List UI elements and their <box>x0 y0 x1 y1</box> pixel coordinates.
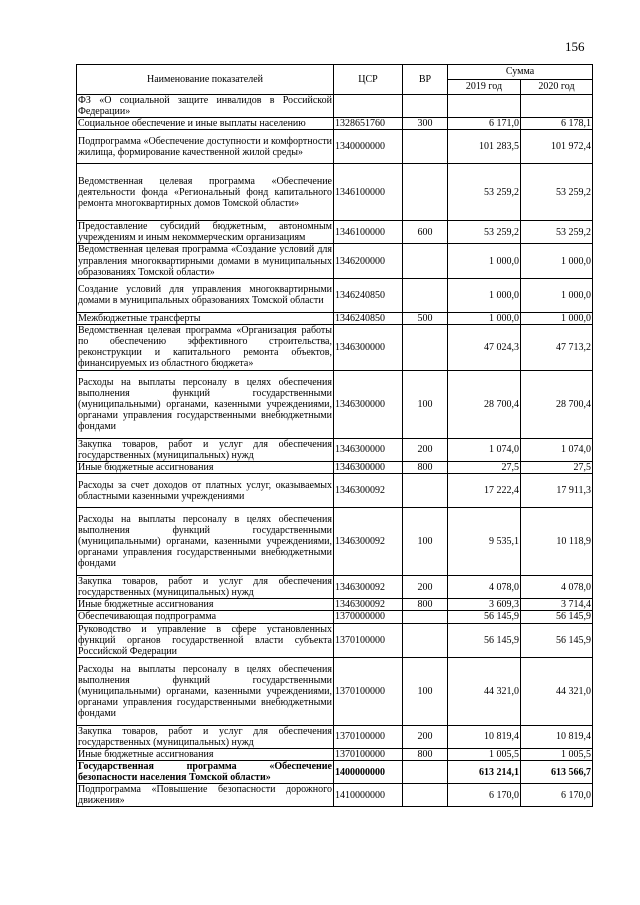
row-value-2020: 1 000,0 <box>521 278 593 312</box>
row-value-2019: 1 005,5 <box>448 748 521 760</box>
row-value-2019 <box>448 95 521 118</box>
row-value-2019: 4 078,0 <box>448 576 521 599</box>
row-value-2019: 56 145,9 <box>448 623 521 657</box>
header-vr: ВР <box>403 65 448 95</box>
row-name: Социальное обеспечение и иные выплаты населению <box>77 118 334 130</box>
row-value-2019: 613 214,1 <box>448 761 521 784</box>
row-value-2019: 10 819,4 <box>448 725 521 748</box>
row-csr: 1346300000 <box>334 370 403 438</box>
table-row <box>77 118 593 130</box>
header-sum: Сумма <box>448 65 593 80</box>
row-csr: 1370100000 <box>334 725 403 748</box>
table-row <box>77 599 593 611</box>
row-name: Подпрограмма «Повышение безопасности дорожного движения» <box>78 784 332 807</box>
row-value-2019: 27,5 <box>448 462 521 474</box>
table-row <box>77 761 593 784</box>
row-value-2020: 1 074,0 <box>521 438 593 461</box>
row-csr <box>334 95 403 118</box>
row-name: Расходы на выплаты персоналу в целях обеспечения выполнения функций государственными (муниципальными) органами, казенными учреждениями, органами управления государственными внебюджетными фондами <box>77 508 334 576</box>
row-value-2019: 1 074,0 <box>448 438 521 461</box>
row-vr: 600 <box>403 221 448 244</box>
row-name: Расходы за счет доходов от платных услуг, оказываемых областными казенными учреждениями <box>77 474 334 508</box>
table-row <box>77 784 593 807</box>
row-value-2019: 1 000,0 <box>448 278 521 312</box>
row-value-2020: 101 972,4 <box>521 130 593 164</box>
row-vr: 300 <box>403 118 448 130</box>
row-vr <box>403 95 448 118</box>
row-csr: 1346100000 <box>334 221 403 244</box>
row-value-2019: 47 024,3 <box>448 324 521 370</box>
row-value-2020: 10 118,9 <box>521 508 593 576</box>
table-row <box>77 95 593 118</box>
row-name: Межбюджетные трансферты <box>77 312 334 324</box>
row-name: Иные бюджетные ассигнования <box>77 748 334 760</box>
row-name: Государственная программа «Обеспечение безопасности населения Томской области» <box>78 761 332 784</box>
row-csr: 1400000000 <box>334 761 403 784</box>
row-name: Подпрограмма «Обеспечение доступности и комфортности жилища, формирование качественной жилой среды» <box>77 130 334 164</box>
row-csr: 1346100000 <box>334 164 403 221</box>
row-name: Расходы на выплаты персоналу в целях обеспечения выполнения функций государственными (муниципальными) органами, казенными учреждениями, органами управления государственными внебюджетными фондами <box>77 657 334 725</box>
row-vr: 200 <box>403 438 448 461</box>
row-csr: 1346300092 <box>334 576 403 599</box>
row-value-2019: 56 145,9 <box>448 611 521 623</box>
row-name: Создание условий для управления многоквартирными домами в муниципальных образованиях Томской области <box>77 278 334 312</box>
row-csr: 1370100000 <box>334 623 403 657</box>
row-value-2019: 1 000,0 <box>448 244 521 278</box>
table-row <box>77 312 593 324</box>
row-value-2020: 53 259,2 <box>521 221 593 244</box>
table-row <box>77 438 593 461</box>
row-name: Закупка товаров, работ и услуг для обеспечения государственных (муниципальных) нужд <box>78 438 332 461</box>
table-row <box>77 657 593 725</box>
row-vr <box>403 324 448 370</box>
table-row <box>77 462 593 474</box>
row-vr: 500 <box>403 312 448 324</box>
row-value-2020: 56 145,9 <box>521 623 593 657</box>
row-value-2020: 4 078,0 <box>521 576 593 599</box>
row-vr <box>403 611 448 623</box>
row-value-2020: 47 713,2 <box>521 324 593 370</box>
row-vr <box>403 278 448 312</box>
row-csr: 1346240850 <box>334 278 403 312</box>
row-csr: 1410000000 <box>334 784 403 807</box>
row-csr: 1346300000 <box>334 462 403 474</box>
row-name: ФЗ «О социальной защите инвалидов в Российской Федерации» <box>78 95 332 118</box>
row-value-2020: 1 005,5 <box>521 748 593 760</box>
row-name: Расходы на выплаты персоналу в целях обеспечения выполнения функций государственными (муниципальными) органами, казенными учреждениями, органами управления государственными внебюджетными фондами <box>77 370 334 438</box>
table-row <box>77 576 593 599</box>
row-name: Закупка товаров, работ и услуг для обеспечения государственных (муниципальных) нужд <box>78 725 332 748</box>
row-vr: 800 <box>403 462 448 474</box>
page-number: 156 <box>565 39 585 54</box>
row-value-2020: 1 000,0 <box>521 244 593 278</box>
row-value-2019: 53 259,2 <box>448 164 521 221</box>
row-vr <box>403 784 448 807</box>
row-value-2020: 6 170,0 <box>521 784 593 807</box>
table-row <box>77 508 593 576</box>
row-csr: 1346300092 <box>334 508 403 576</box>
table-row <box>77 130 593 164</box>
row-vr <box>403 474 448 508</box>
row-value-2020: 3 714,4 <box>521 599 593 611</box>
row-value-2020: 56 145,9 <box>521 611 593 623</box>
row-csr: 1340000000 <box>334 130 403 164</box>
table-row <box>77 244 593 278</box>
row-vr <box>403 244 448 278</box>
table-row <box>77 725 593 748</box>
row-value-2020: 53 259,2 <box>521 164 593 221</box>
row-name: Иные бюджетные ассигнования <box>77 599 334 611</box>
header-year-2020: 2020 год <box>521 80 593 95</box>
row-csr: 1346300000 <box>334 324 403 370</box>
row-csr: 1346300000 <box>334 438 403 461</box>
row-vr <box>403 164 448 221</box>
row-vr: 800 <box>403 748 448 760</box>
row-vr <box>403 761 448 784</box>
row-vr: 100 <box>403 657 448 725</box>
row-name: Руководство и управление в сфере установленных функций органов государственной власти субъекта Российской Федерации <box>78 623 332 657</box>
row-name: Ведомственная целевая программа «Создание условий для управления многоквартирными домами в муниципальных образованиях Томской области» <box>78 244 332 278</box>
table-row <box>77 370 593 438</box>
table-row <box>77 611 593 623</box>
row-csr: 1346200000 <box>334 244 403 278</box>
row-name: Иные бюджетные ассигнования <box>77 462 334 474</box>
row-value-2019: 6 170,0 <box>448 784 521 807</box>
row-value-2019: 101 283,5 <box>448 130 521 164</box>
row-value-2020: 613 566,7 <box>521 761 593 784</box>
table-row <box>77 474 593 508</box>
row-name: Закупка товаров, работ и услуг для обеспечения государственных (муниципальных) нужд <box>78 576 332 599</box>
row-csr: 1370000000 <box>334 611 403 623</box>
row-value-2019: 53 259,2 <box>448 221 521 244</box>
row-value-2019: 1 000,0 <box>448 312 521 324</box>
table-row <box>77 221 593 244</box>
budget-table <box>76 64 593 807</box>
row-vr: 200 <box>403 576 448 599</box>
header-year-2019: 2019 год <box>448 80 521 95</box>
row-value-2020 <box>521 95 593 118</box>
row-name: Предоставление субсидий бюджетным, автономным учреждениям и иным некоммерческим организациям <box>78 221 332 244</box>
row-name: Ведомственная целевая программа «Организация работы по обеспечению эффективного строительства, реконструкции и капитального ремонта объектов, финансируемых из областного бюджета» <box>78 325 332 370</box>
table-row <box>77 278 593 312</box>
row-value-2020: 10 819,4 <box>521 725 593 748</box>
row-name: Обеспечивающая подпрограмма <box>77 611 334 623</box>
row-csr: 1346300092 <box>334 599 403 611</box>
row-value-2019: 17 222,4 <box>448 474 521 508</box>
row-value-2020: 27,5 <box>521 462 593 474</box>
row-value-2019: 9 535,1 <box>448 508 521 576</box>
table-row <box>77 623 593 657</box>
row-name: Ведомственная целевая программа «Обеспечение деятельности фонда «Региональный фонд капитального ремонта многоквартирных домов Томской области» <box>77 164 334 221</box>
row-csr: 1370100000 <box>334 748 403 760</box>
row-value-2020: 1 000,0 <box>521 312 593 324</box>
row-value-2019: 28 700,4 <box>448 370 521 438</box>
row-csr: 1370100000 <box>334 657 403 725</box>
row-vr: 100 <box>403 370 448 438</box>
row-value-2020: 17 911,3 <box>521 474 593 508</box>
row-csr: 1346300092 <box>334 474 403 508</box>
row-value-2020: 44 321,0 <box>521 657 593 725</box>
row-value-2019: 6 171,0 <box>448 118 521 130</box>
row-vr <box>403 130 448 164</box>
row-csr: 1346240850 <box>334 312 403 324</box>
row-vr: 800 <box>403 599 448 611</box>
header-csr: ЦСР <box>334 65 403 95</box>
row-value-2019: 3 609,3 <box>448 599 521 611</box>
table-row <box>77 324 593 370</box>
header-name: Наименование показателей <box>77 65 334 95</box>
row-value-2020: 28 700,4 <box>521 370 593 438</box>
row-value-2019: 44 321,0 <box>448 657 521 725</box>
table-row <box>77 164 593 221</box>
row-vr: 100 <box>403 508 448 576</box>
row-vr <box>403 623 448 657</box>
row-value-2020: 6 178,1 <box>521 118 593 130</box>
row-vr: 200 <box>403 725 448 748</box>
row-csr: 1328651760 <box>334 118 403 130</box>
table-body <box>77 95 593 807</box>
table-row <box>77 748 593 760</box>
